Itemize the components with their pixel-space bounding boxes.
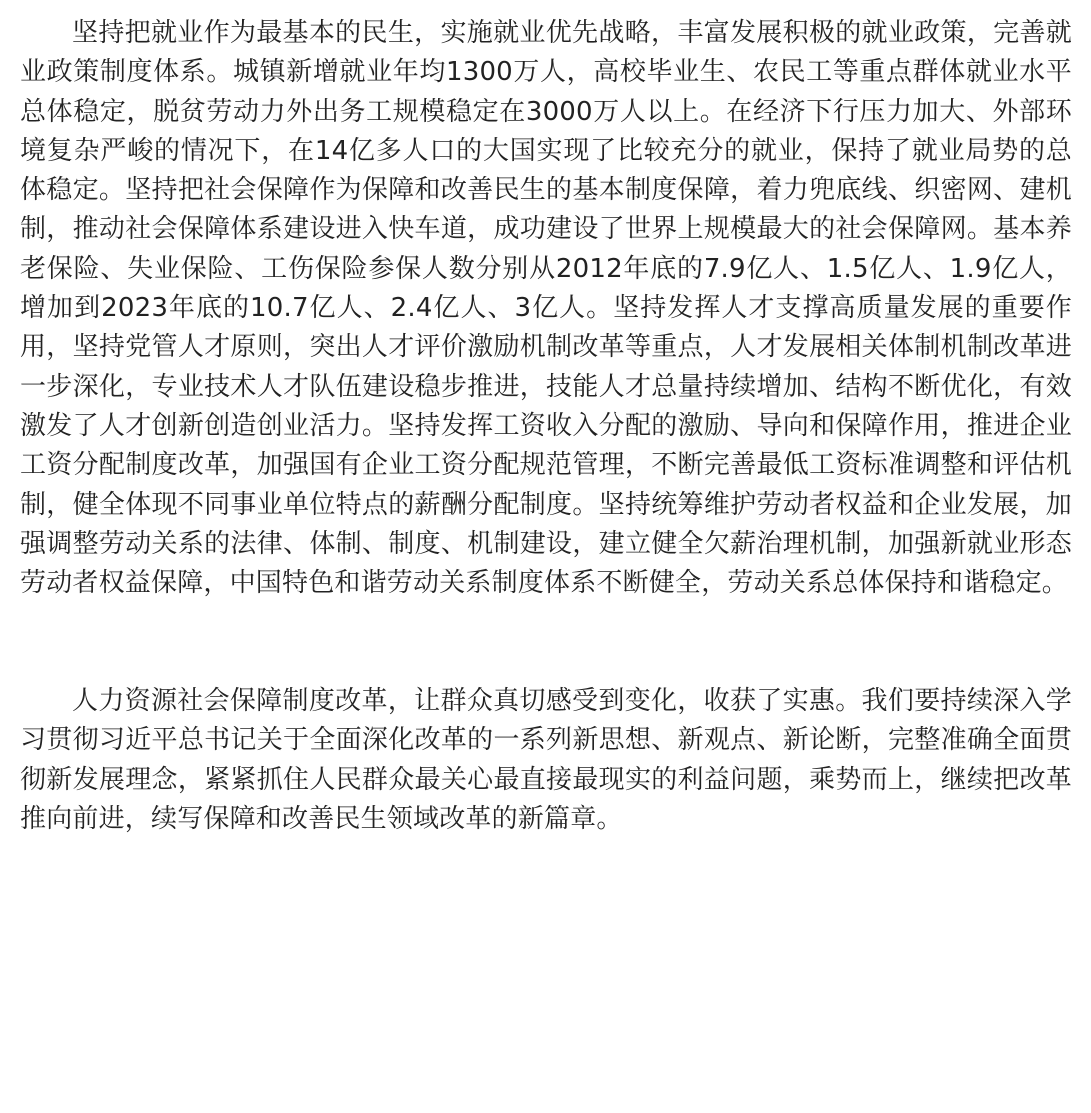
article-body: [20, 14, 1072, 839]
paragraph-conclusion: 人力资源社会保障制度改革，让群众真切感受到变化，收获了实惠。我们要持续深入学习贯彻习近平总书记关于全面深化改革的一系列新思想、新观点、新论断，完整准确全面贯彻新发展理念，紧紧抓住人民群众最关心最直接最现实的利益问题，乘势而上，继续把改革推向前进，续写保障和改善民生领域改革的新篇章。: [20, 686, 1072, 834]
paragraph-employment-social-security: 坚持把就业作为最基本的民生，实施就业优先战略，丰富发展积极的就业政策，完善就业政策制度体系。城镇新增就业年均1300万人，高校毕业生、农民工等重点群体就业水平总体稳定，脱贫劳动力外出务工规模稳定在3000万人以上。在经济下行压力加大、外部环境复杂严峻的情况下，在14亿多人口的大国实现了比较充分的就业，保持了就业局势的总体稳定。坚持把社会保障作为保障和改善民生的基本制度保障，着力兜底线、织密网、建机制，推动社会保障体系建设进入快车道，成功建设了世界上规模最大的社会保障网。基本养老保险、失业保险、工伤保险参保人数分别从2012年底的7.9亿人、1.5亿人、1.9亿人，增加到2023年底的10.7亿人、2.4亿人、3亿人。坚持发挥人才支撑高质量发展的重要作用，坚持党管人才原则，突出人才评价激励机制改革等重点，人才发展相关体制机制改革进一步深化，专业技术人才队伍建设稳步推进，技能人才总量持续增加、结构不断优化，有效激发了人才创新创造创业活力。坚持发挥工资收入分配的激励、导向和保障作用，推进企业工资分配制度改革，加强国有企业工资分配规范管理，不断完善最低工资标准调整和评估机制，健全体现不同事业单位特点的薪酬分配制度。坚持统筹维护劳动者权益和企业发展，加强调整劳动关系的法律、体制、制度、机制建设，建立健全欠薪治理机制，加强新就业形态劳动者权益保障，中国特色和谐劳动关系制度体系不断健全，劳动关系总体保持和谐稳定。: [20, 18, 1072, 599]
paragraph-spacer: [20, 603, 1072, 682]
